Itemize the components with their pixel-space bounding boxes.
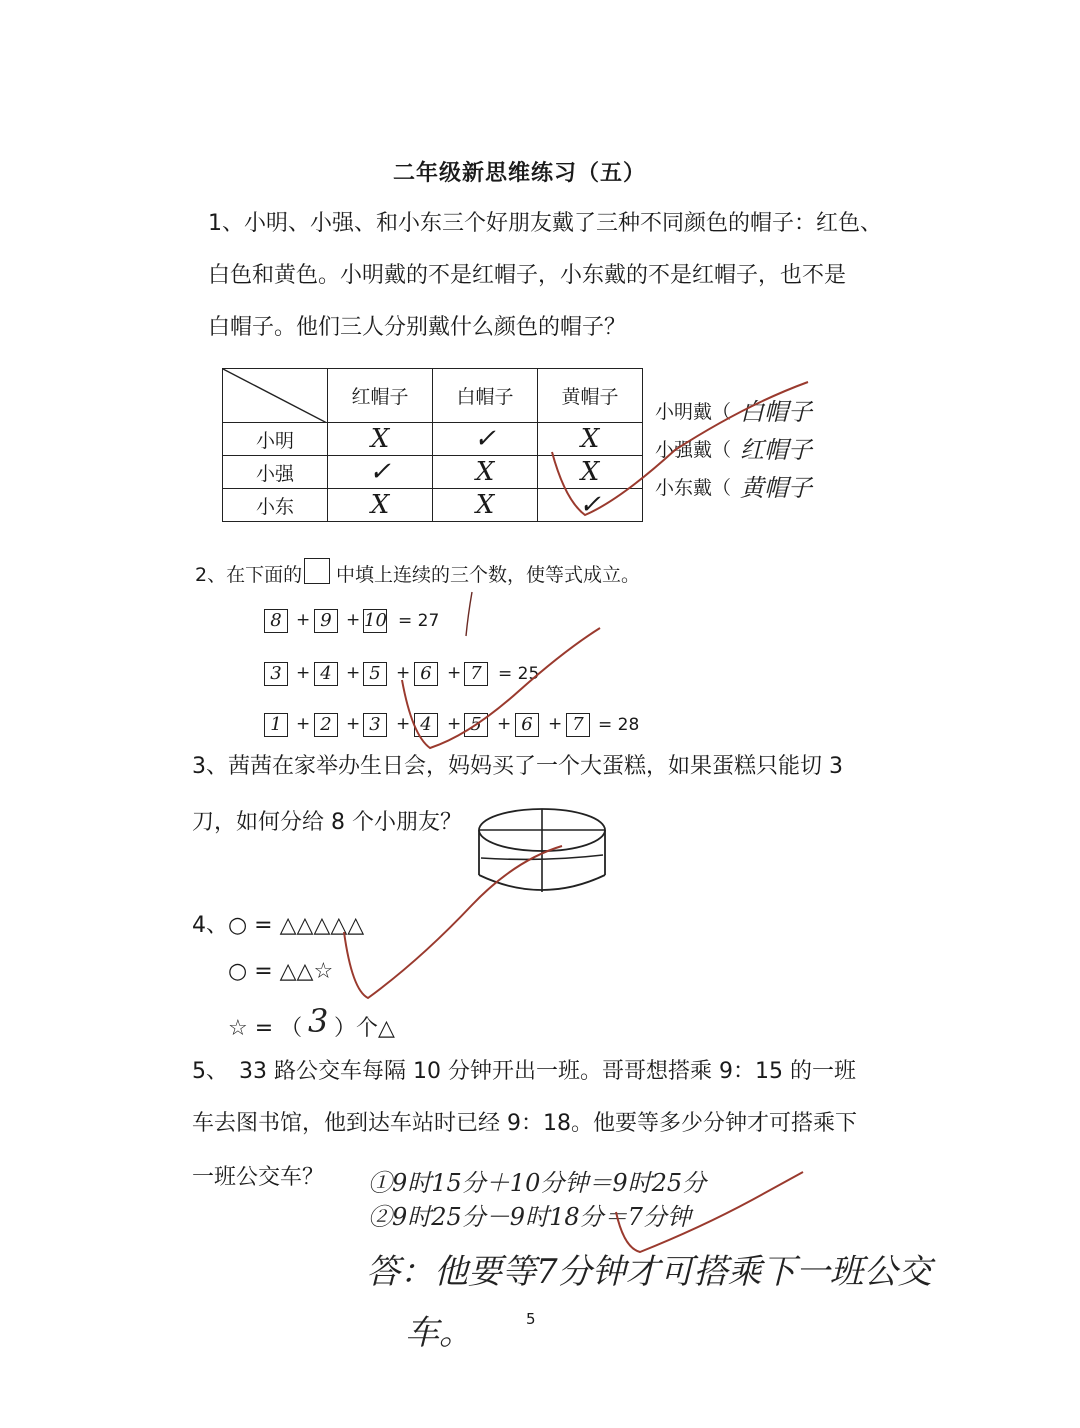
plus-sign: +	[296, 663, 311, 683]
checkmark-q3-q4	[344, 846, 562, 998]
number-box: 4	[314, 662, 338, 686]
answer-label-xiaodong: 小东戴（	[655, 477, 732, 499]
number-box: 2	[314, 713, 338, 737]
row-name-xiaodong: 小东	[223, 489, 328, 522]
mark-cell: ✓	[328, 456, 433, 489]
mark-cell: ✓	[538, 489, 643, 522]
number-box: 6	[414, 662, 438, 686]
answer-value-xiaoming: 白帽子	[740, 398, 812, 426]
pen-stroke	[466, 592, 472, 636]
plus-sign: +	[346, 663, 361, 683]
plus-sign: +	[296, 610, 311, 630]
mark-cell: X	[538, 423, 643, 456]
plus-sign: +	[447, 663, 462, 683]
mark-cell: X	[538, 456, 643, 489]
number-box: 10	[364, 610, 387, 631]
row-name-xiaoming: 小明	[223, 423, 328, 456]
number-box: 3	[264, 662, 288, 686]
q1-line-1: 1、小明、小强、和小东三个好朋友戴了三种不同颜色的帽子：红色、	[208, 211, 882, 236]
mark-cell: X	[433, 489, 538, 522]
q1-line-2: 白色和黄色。小明戴的不是红帽子，小东戴的不是红帽子，也不是	[208, 263, 847, 288]
q5-line-1: 5、 33 路公交车每隔 10 分钟开出一班。哥哥想搭乘 9：15 的一班	[192, 1059, 856, 1084]
mark-cell: X	[328, 489, 433, 522]
q1-line-3: 白帽子。他们三人分别戴什么颜色的帽子？	[208, 315, 627, 340]
answer-label-xiaoqiang: 小强戴（	[655, 439, 732, 461]
plus-sign: +	[548, 714, 563, 734]
answer-label-xiaoming: 小明戴（	[655, 401, 732, 423]
answer-value-xiaoqiang: 红帽子	[740, 436, 812, 464]
q3-line-1: 3、茜茜在家举办生日会，妈妈买了一个大蛋糕，如果蛋糕只能切 3	[192, 754, 843, 779]
q5-line-3: 一班公交车？	[192, 1165, 325, 1190]
q5-answer-line-2: 车。	[405, 1313, 473, 1353]
q2-text-after: 中填上连续的三个数，使等式成立。	[336, 564, 641, 586]
number-box: 5	[363, 662, 387, 686]
page-number: 5	[526, 1310, 536, 1328]
plus-sign: +	[396, 663, 411, 683]
equation-result: = 28	[598, 715, 640, 735]
row-name-xiaoqiang: 小强	[223, 456, 328, 489]
equation-result: = 27	[398, 611, 440, 631]
q4-line-3-suffix: ）个△	[334, 1016, 395, 1041]
plus-sign: +	[497, 714, 512, 734]
q5-work-line-1: ①9时15分＋10分钟＝9时25分	[368, 1169, 707, 1197]
number-box: 3	[363, 713, 387, 737]
plus-sign: +	[396, 714, 411, 734]
q4-line-1: 4、○ = △△△△△	[192, 913, 365, 938]
number-box: 1	[264, 713, 288, 737]
page-title: 二年级新思维练习（五）	[393, 161, 647, 186]
mark-cell: X	[328, 423, 433, 456]
number-box: 4	[414, 713, 438, 737]
number-box: 8	[264, 609, 288, 633]
table-corner-cell	[223, 369, 328, 423]
answer-value-xiaodong: 黄帽子	[740, 474, 812, 502]
q5-answer-line-1: 答：他要等7分钟才可搭乘下一班公交	[366, 1252, 932, 1292]
plus-sign: +	[346, 714, 361, 734]
mark-cell: ✓	[433, 423, 538, 456]
q5-work-line-2: ②9时25分－9时18分＝7分钟	[368, 1203, 691, 1231]
q4-line-3-prefix: ☆ = （	[228, 1016, 303, 1041]
header-white-hat: 白帽子	[433, 369, 538, 423]
q1-logic-table	[222, 368, 643, 522]
mark-cell: X	[433, 456, 538, 489]
q5-line-2: 车去图书馆，他到达车站时已经 9：18。他要等多少分钟才可搭乘下	[192, 1111, 857, 1136]
header-red-hat: 红帽子	[328, 369, 433, 423]
q2-text-before: 2、在下面的	[195, 564, 303, 586]
q4-line-2: ○ = △△☆	[228, 959, 334, 984]
plus-sign: +	[447, 714, 462, 734]
number-box: 5	[464, 713, 488, 737]
number-box: 6	[515, 713, 539, 737]
diagonal-line	[223, 369, 327, 423]
plus-sign: +	[296, 714, 311, 734]
q3-line-2: 刀，如何分给 8 个小朋友？	[192, 810, 462, 835]
number-box: 7	[566, 713, 590, 737]
equation-result: = 25	[498, 664, 540, 684]
number-box: 7	[464, 662, 488, 686]
q4-answer: 3	[308, 1002, 329, 1040]
q2-example-box	[304, 558, 330, 584]
number-box: 9	[314, 609, 338, 633]
plus-sign: +	[346, 610, 361, 630]
header-yellow-hat: 黄帽子	[538, 369, 643, 423]
